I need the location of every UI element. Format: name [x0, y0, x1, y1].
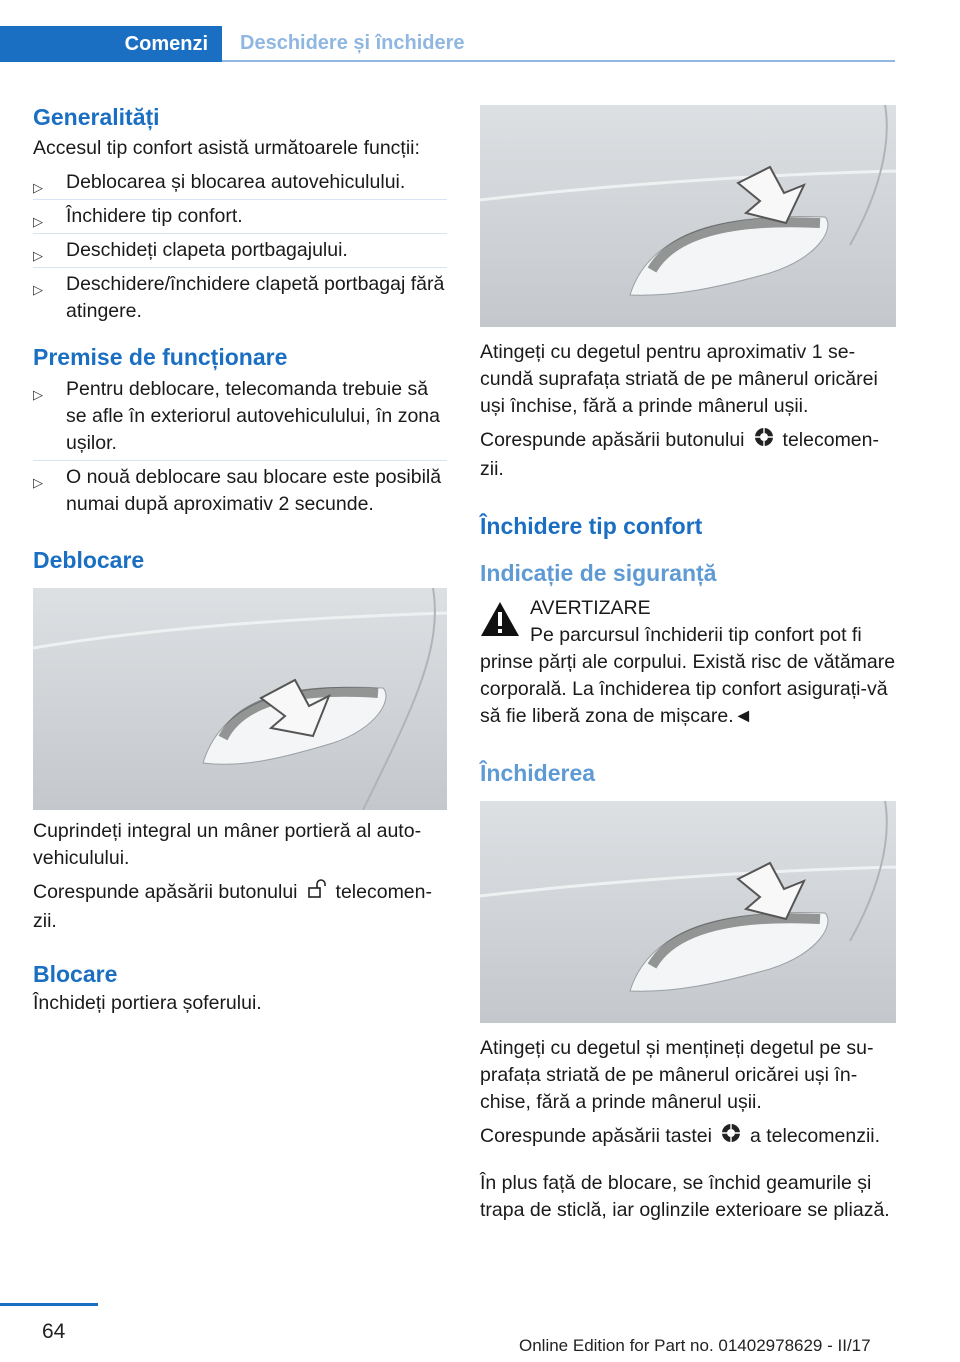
- chapter-tab[interactable]: Deschidere și închidere: [222, 26, 895, 62]
- page-header: [0, 26, 895, 62]
- door-handle-illustration-unlock: [33, 588, 447, 810]
- heading-inchiderea: Închiderea: [480, 760, 596, 786]
- triangle-bullet-icon: ▷: [33, 475, 43, 490]
- inchiderea-button-text: Corespunde apăsării tastei a telecomenzii.: [480, 1122, 896, 1152]
- edition-note: Online Edition for Part no. 01402978629 - II/17: [519, 1336, 871, 1355]
- heading-blocare: Blocare: [33, 961, 118, 987]
- heading-generalitati: Generalități: [33, 104, 160, 130]
- left-column: [33, 100, 447, 1017]
- deblocare-text: Cuprindeți integral un mâner portieră al autovehiculului.: [33, 820, 422, 869]
- general-list: [33, 166, 447, 328]
- premise-list: [33, 373, 447, 521]
- heading-premise: Premise de funcționare: [33, 344, 288, 370]
- blocare-text: Închideți portiera șoferului.: [33, 992, 262, 1014]
- door-handle-illustration-lock: [480, 105, 896, 327]
- blocare-button-text: Corespunde apăsării butonului telecomenzii.: [480, 426, 896, 483]
- right-column: [480, 105, 896, 1224]
- section-tab[interactable]: Comenzi: [0, 26, 222, 62]
- triangle-bullet-icon: ▷: [33, 387, 43, 402]
- heading-inchidere-confort: Închidere tip confort: [480, 513, 703, 539]
- footer-rule: [0, 1303, 98, 1306]
- lock-key-icon: [753, 426, 775, 456]
- triangle-bullet-icon: ▷: [33, 180, 43, 195]
- triangle-bullet-icon: ▷: [33, 248, 43, 263]
- list-item: ▷ Deschidere/închidere clapetă portbagaj fără atingere.: [33, 273, 445, 322]
- extra-text: În plus față de blocare, se închid geamurile și trapa de sticlă, iar oglinzile exterioare se pliază.: [480, 1172, 890, 1221]
- warning-triangle-icon: [480, 601, 520, 642]
- list-item: ▷ Deblocarea și blocarea autovehiculului.: [33, 166, 447, 200]
- heading-deblocare: Deblocare: [33, 547, 145, 573]
- door-handle-illustration-close: [480, 801, 896, 1023]
- list-item: ▷ Închidere tip confort.: [33, 200, 447, 234]
- general-intro: Accesul tip confort asistă următoarele funcții:: [33, 137, 420, 159]
- triangle-bullet-icon: ▷: [33, 282, 43, 297]
- list-item: ▷ Deschideți clapeta portbagajului.: [33, 234, 447, 268]
- heading-indicatie: Indicație de siguranță: [480, 560, 717, 586]
- inchiderea-text: Atingeți cu degetul și mențineți degetul pe suprafața striată de pe mânerul oricărei uși închise, fără a prinde mânerul ușii.: [480, 1037, 874, 1113]
- list-item: ▷ Pentru deblocare, telecomanda trebuie să se afle în exteriorul autovehiculului, în zona ușilor.: [33, 373, 447, 461]
- lock-key-icon: [720, 1122, 742, 1152]
- page-number: 64: [42, 1320, 66, 1343]
- blocare-touch-text: Atingeți cu degetul pentru aproximativ 1 secundă suprafața striată de pe mânerul oricărei uși închise, fără a prinde mânerul ușii.: [480, 341, 878, 417]
- list-item: ▷ O nouă deblocare sau blocare este posibilă numai după aproximativ 2 secunde.: [33, 466, 442, 515]
- unlock-icon: [306, 878, 328, 908]
- warning-text: Pe parcursul închiderii tip confort pot fi prinse părți ale corpului. Există risc de vătămare corporală. La închiderea tip confort asigurați-vă să fie liberă zona de mișcare.◄: [480, 624, 896, 727]
- deblocare-button-text: Corespunde apăsării butonului telecomenzii.: [33, 878, 447, 935]
- warning-block: [480, 595, 896, 622]
- warning-title: AVERTIZARE: [530, 597, 651, 619]
- triangle-bullet-icon: ▷: [33, 214, 43, 229]
